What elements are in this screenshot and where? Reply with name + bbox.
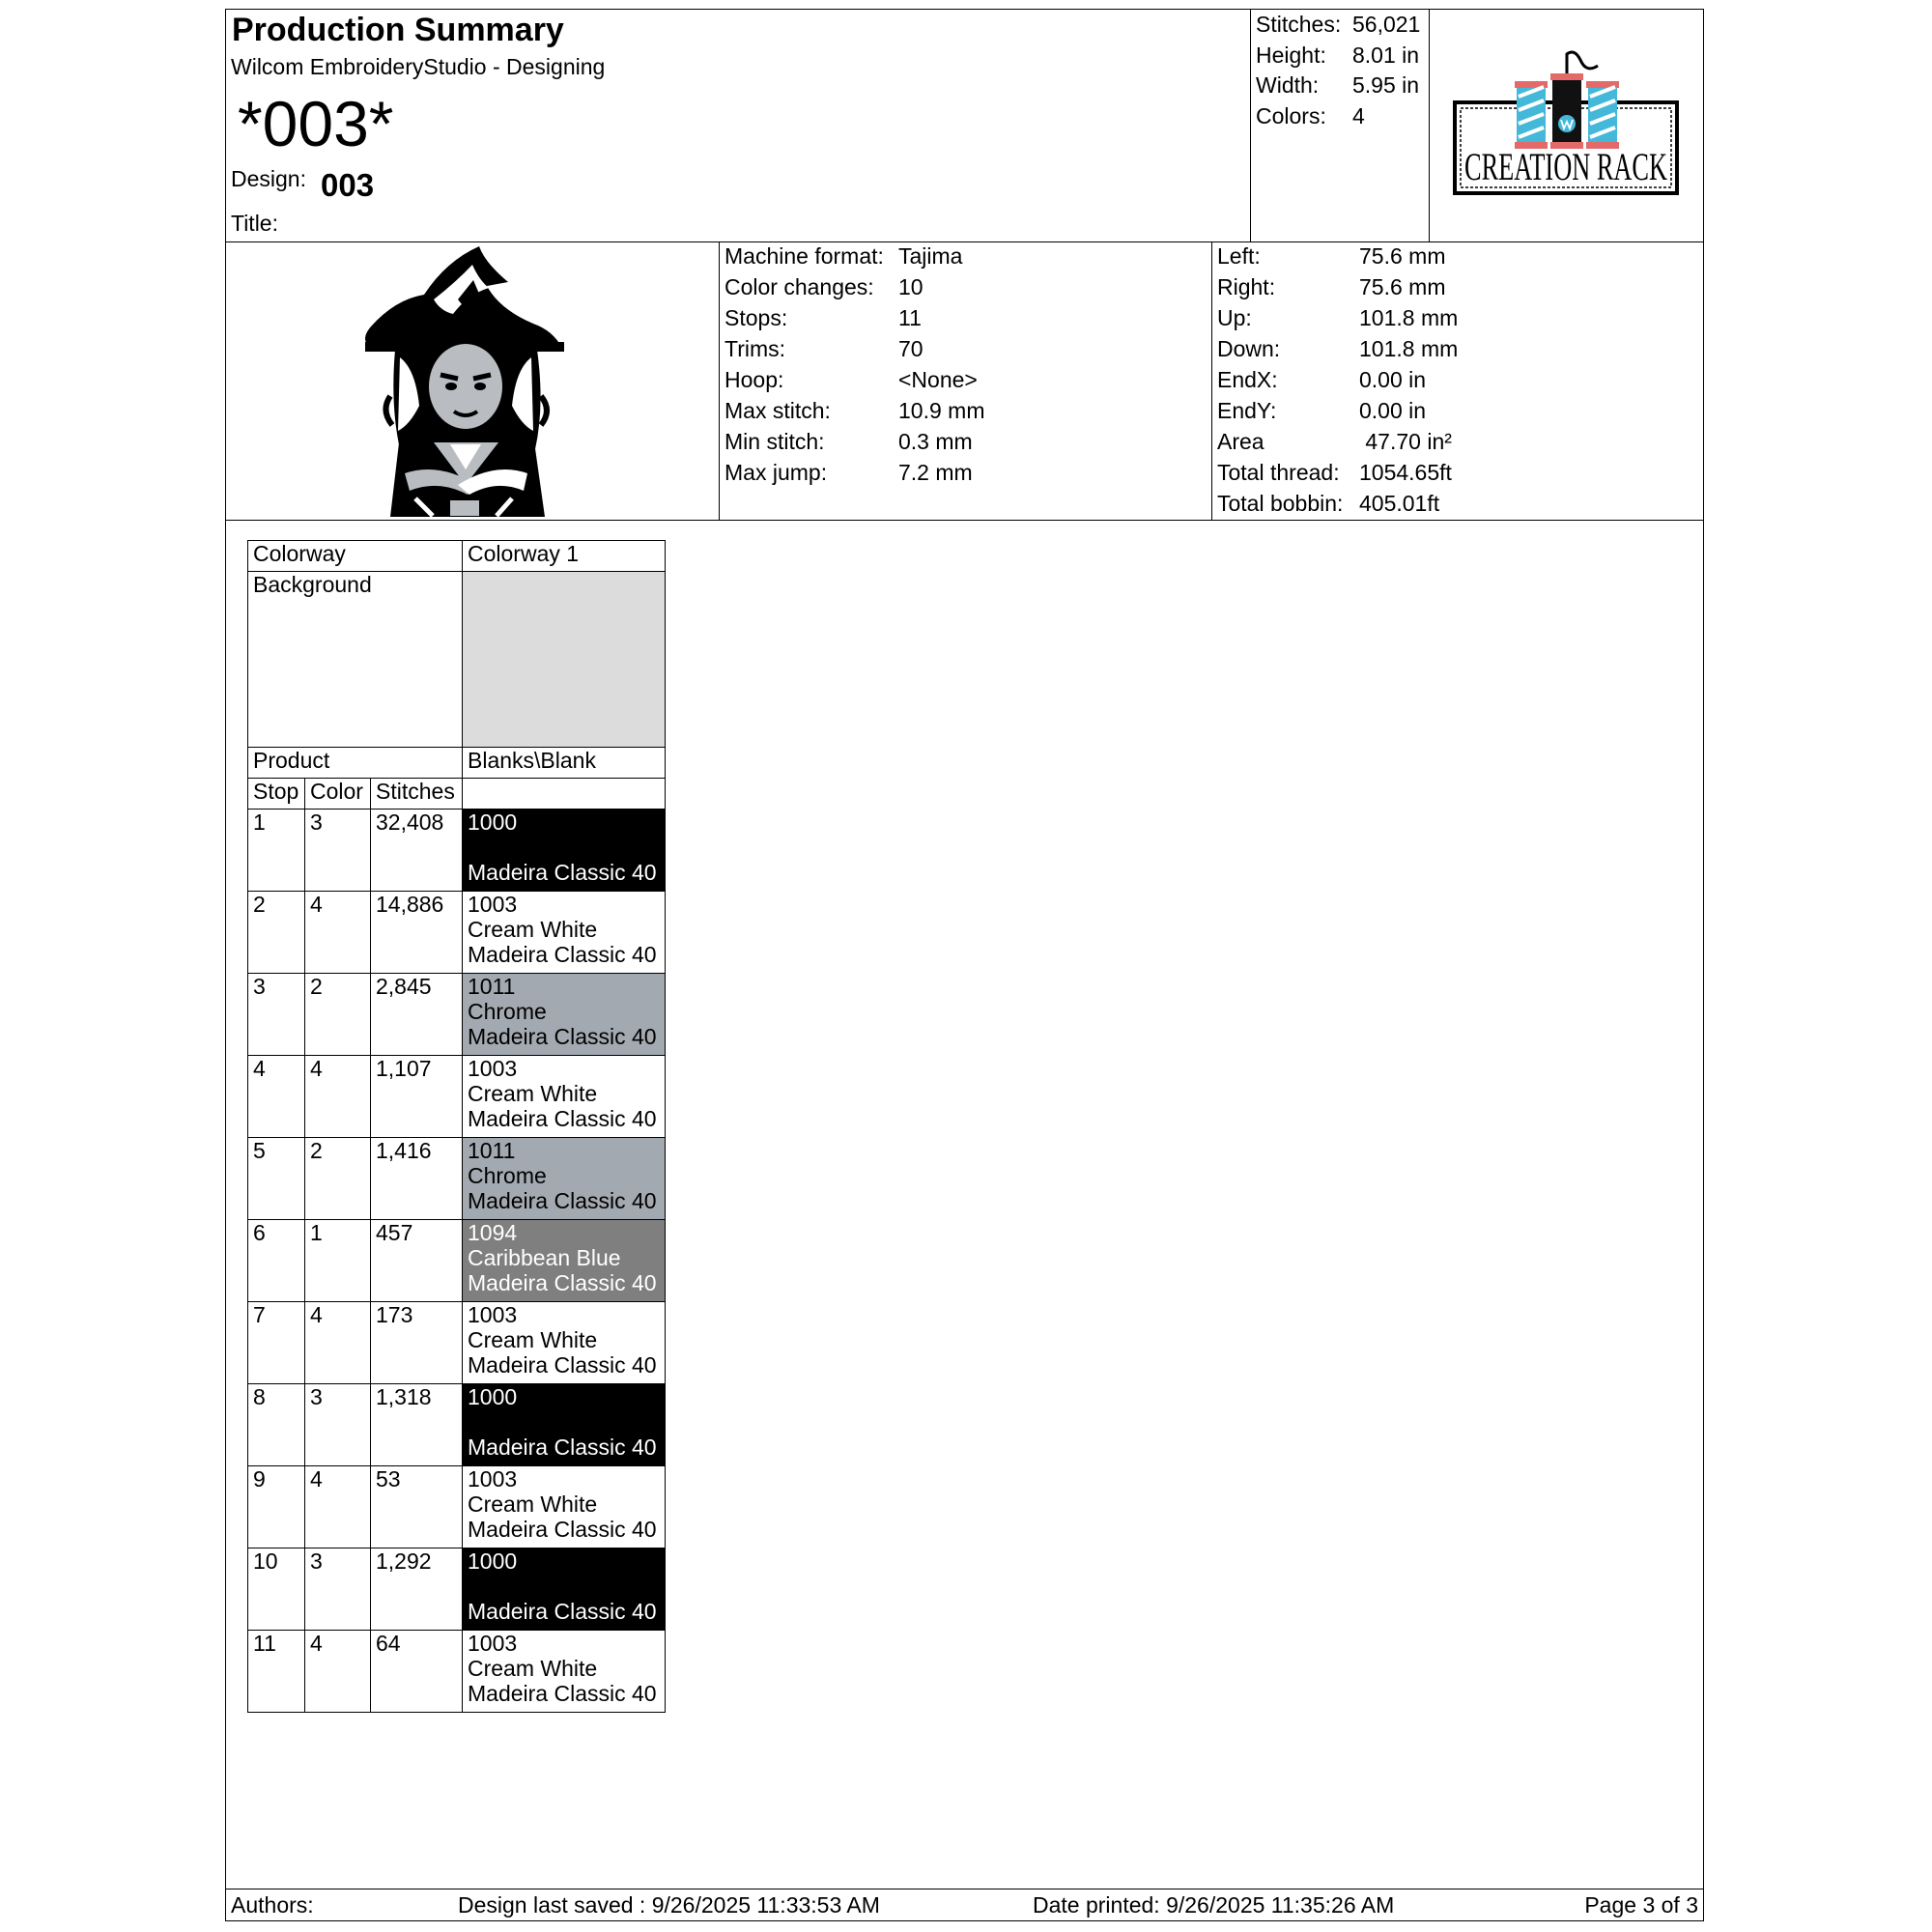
max-jump-label: Max jump:: [724, 460, 828, 485]
product-value: Blanks\Blank: [463, 748, 666, 779]
color-changes-label: Color changes:: [724, 274, 874, 299]
stop-number: 3: [248, 974, 305, 1056]
stop-row: [248, 1384, 666, 1466]
design-stats: [1250, 10, 1430, 242]
colorway-label: Colorway: [248, 541, 463, 572]
thread-thread: Madeira Classic 40: [468, 942, 657, 967]
stop-row: [248, 1138, 666, 1220]
footer-authors: Authors:: [231, 1892, 314, 1918]
stop-number: 11: [248, 1631, 305, 1713]
stop-color-index: 3: [305, 810, 371, 892]
up-label: Up:: [1217, 305, 1252, 330]
max-stitch-value: 10.9 mm: [898, 398, 985, 423]
brand-logo: [1429, 10, 1706, 242]
stop-color-index: 3: [305, 1548, 371, 1631]
area-value: 47.70 in²: [1359, 429, 1452, 454]
thread-swatch: [463, 1466, 666, 1548]
total-thread-value: 1054.65ft: [1359, 460, 1452, 485]
thread-spools-logo-icon: [1430, 10, 1706, 242]
stop-color-index: 2: [305, 974, 371, 1056]
machine-format-value: Tajima: [898, 243, 963, 269]
design-value: 003: [321, 167, 375, 203]
thread-name: [468, 1409, 660, 1435]
hoop-value: <None>: [898, 367, 978, 392]
stop-stitches: 14,886: [371, 892, 463, 974]
right-label: Right:: [1217, 274, 1276, 299]
stop-row: [248, 1548, 666, 1631]
thread-thread: Madeira Classic 40: [468, 860, 657, 885]
thread-thread: Madeira Classic 40: [468, 1024, 657, 1049]
trims-value: 70: [898, 336, 923, 361]
header-info: [226, 10, 1250, 242]
stop-stitches: 457: [371, 1220, 463, 1302]
stat-colors-value: 4: [1352, 103, 1365, 128]
colorway-table: [247, 540, 666, 1713]
max-stitch-label: Max stitch:: [724, 398, 831, 423]
design-geometry: [1211, 242, 1706, 520]
stop-stitches: 173: [371, 1302, 463, 1384]
software-name: Wilcom EmbroideryStudio - Designing: [231, 54, 606, 79]
endx-label: EndX:: [1217, 367, 1278, 392]
logo-text: CREATION RACK: [1464, 145, 1668, 188]
stop-rows: [248, 810, 666, 1713]
stat-height-label: Height:: [1256, 43, 1326, 68]
thread-swatch: [463, 1302, 666, 1384]
right-value: 75.6 mm: [1359, 274, 1446, 299]
header-stitches: Stitches: [371, 779, 463, 810]
total-bobbin-value: 405.01ft: [1359, 491, 1440, 516]
left-label: Left:: [1217, 243, 1261, 269]
design-preview: [226, 242, 719, 520]
thread-name: Cream White: [468, 1492, 598, 1517]
stop-color-index: 2: [305, 1138, 371, 1220]
stop-number: 5: [248, 1138, 305, 1220]
endy-label: EndY:: [1217, 398, 1277, 423]
stop-stitches: 64: [371, 1631, 463, 1713]
spool-right-icon: [1586, 81, 1619, 149]
stop-color-index: 4: [305, 1056, 371, 1138]
min-stitch-value: 0.3 mm: [898, 429, 973, 454]
stop-row: [248, 810, 666, 892]
stop-number: 4: [248, 1056, 305, 1138]
footer-page-number: Page 3 of 3: [1584, 1892, 1698, 1918]
thread-swatch: [463, 810, 666, 892]
thread-thread: Madeira Classic 40: [468, 1681, 657, 1706]
thread-code: 1003: [468, 1631, 518, 1656]
stop-stitches: 1,292: [371, 1548, 463, 1631]
stop-number: 9: [248, 1466, 305, 1548]
background-label: Background: [248, 572, 463, 748]
min-stitch-label: Min stitch:: [724, 429, 825, 454]
endy-value: 0.00 in: [1359, 398, 1427, 423]
thread-code: 1000: [468, 1548, 518, 1574]
left-value: 75.6 mm: [1359, 243, 1446, 269]
stop-stitches: 2,845: [371, 974, 463, 1056]
thread-swatch: [463, 1548, 666, 1631]
header-blank: [463, 779, 666, 810]
design-name-large: *003*: [238, 88, 394, 159]
witch-design-image: [226, 242, 719, 520]
stop-row: [248, 1220, 666, 1302]
stat-colors-label: Colors:: [1256, 103, 1326, 128]
page-title: Production Summary: [232, 12, 564, 48]
thread-name: Chrome: [468, 999, 547, 1024]
thread-thread: Madeira Classic 40: [468, 1435, 657, 1460]
trims-label: Trims:: [724, 336, 786, 361]
stop-stitches: 53: [371, 1466, 463, 1548]
total-thread-label: Total thread:: [1217, 460, 1340, 485]
stat-stitches-label: Stitches:: [1256, 12, 1342, 37]
stop-stitches: 1,416: [371, 1138, 463, 1220]
stops-label: Stops:: [724, 305, 788, 330]
production-summary-sheet: [225, 9, 1704, 1921]
stop-color-index: 4: [305, 1466, 371, 1548]
stop-color-index: 4: [305, 892, 371, 974]
background-swatch: [463, 572, 666, 748]
design-label: Design:: [231, 166, 306, 191]
thread-name: Chrome: [468, 1163, 547, 1188]
footer-date-printed: Date printed: 9/26/2025 11:35:26 AM: [1033, 1892, 1395, 1918]
thread-name: Cream White: [468, 1327, 598, 1352]
machine-format-label: Machine format:: [724, 243, 884, 269]
stop-number: 7: [248, 1302, 305, 1384]
stop-stitches: 32,408: [371, 810, 463, 892]
hoop-label: Hoop:: [724, 367, 784, 392]
stop-number: 10: [248, 1548, 305, 1631]
footer-last-saved: Design last saved : 9/26/2025 11:33:53 AM: [458, 1892, 880, 1918]
thread-code: 1011: [468, 974, 516, 999]
machine-info: [719, 242, 1212, 520]
title-label: Title:: [231, 211, 278, 236]
thread-swatch: [463, 1138, 666, 1220]
colorway-name: Colorway 1: [463, 541, 666, 572]
thread-thread: Madeira Classic 40: [468, 1270, 657, 1295]
thread-thread: Madeira Classic 40: [468, 1188, 657, 1213]
down-label: Down:: [1217, 336, 1281, 361]
color-changes-value: 10: [898, 274, 923, 299]
thread-code: 1003: [468, 1302, 518, 1327]
thread-swatch: [463, 974, 666, 1056]
endx-value: 0.00 in: [1359, 367, 1427, 392]
total-bobbin-label: Total bobbin:: [1217, 491, 1344, 516]
stop-color-index: 4: [305, 1302, 371, 1384]
thread-swatch: [463, 1384, 666, 1466]
stop-row: [248, 892, 666, 974]
thread-code: 1003: [468, 892, 518, 917]
stop-row: [248, 1631, 666, 1713]
thread-swatch: [463, 892, 666, 974]
product-label: Product: [248, 748, 463, 779]
thread-thread: Madeira Classic 40: [468, 1106, 657, 1131]
area-label: Area: [1217, 429, 1264, 454]
spool-middle-icon: [1550, 73, 1583, 149]
thread-name: Cream White: [468, 917, 598, 942]
header-color: Color: [305, 779, 371, 810]
stop-number: 8: [248, 1384, 305, 1466]
stop-number: 2: [248, 892, 305, 974]
stop-row: [248, 1056, 666, 1138]
thread-code: 1094: [468, 1220, 518, 1245]
stop-stitches: 1,318: [371, 1384, 463, 1466]
stop-number: 6: [248, 1220, 305, 1302]
down-value: 101.8 mm: [1359, 336, 1459, 361]
thread-name: Caribbean Blue: [468, 1245, 621, 1270]
thread-thread: Madeira Classic 40: [468, 1599, 657, 1624]
stop-color-index: 4: [305, 1631, 371, 1713]
thread-name: [468, 1574, 660, 1599]
thread-code: 1000: [468, 810, 518, 835]
stat-stitches-value: 56,021: [1352, 12, 1421, 37]
thread-thread: Madeira Classic 40: [468, 1352, 657, 1378]
stop-color-index: 3: [305, 1384, 371, 1466]
header-stop: Stop: [248, 779, 305, 810]
thread-code: 1000: [468, 1384, 518, 1409]
thread-name: [468, 835, 660, 860]
up-value: 101.8 mm: [1359, 305, 1459, 330]
stat-width-label: Width:: [1256, 72, 1320, 98]
thread-swatch: [463, 1631, 666, 1713]
spool-left-icon: [1515, 81, 1548, 149]
stops-value: 11: [898, 305, 922, 330]
thread-name: Cream White: [468, 1656, 598, 1681]
stat-height-value: 8.01 in: [1352, 43, 1420, 68]
stat-width-value: 5.95 in: [1352, 72, 1420, 98]
stop-row: [248, 974, 666, 1056]
stop-color-index: 1: [305, 1220, 371, 1302]
stop-number: 1: [248, 810, 305, 892]
thread-swatch: [463, 1056, 666, 1138]
thread-swatch: [463, 1220, 666, 1302]
thread-code: 1011: [468, 1138, 516, 1163]
max-jump-value: 7.2 mm: [898, 460, 973, 485]
needle-thread-icon: [1567, 52, 1598, 73]
stop-row: [248, 1466, 666, 1548]
page-footer: [226, 1889, 1703, 1920]
thread-name: Cream White: [468, 1081, 598, 1106]
stop-row: [248, 1302, 666, 1384]
thread-code: 1003: [468, 1466, 518, 1492]
thread-thread: Madeira Classic 40: [468, 1517, 657, 1542]
thread-code: 1003: [468, 1056, 518, 1081]
stop-stitches: 1,107: [371, 1056, 463, 1138]
